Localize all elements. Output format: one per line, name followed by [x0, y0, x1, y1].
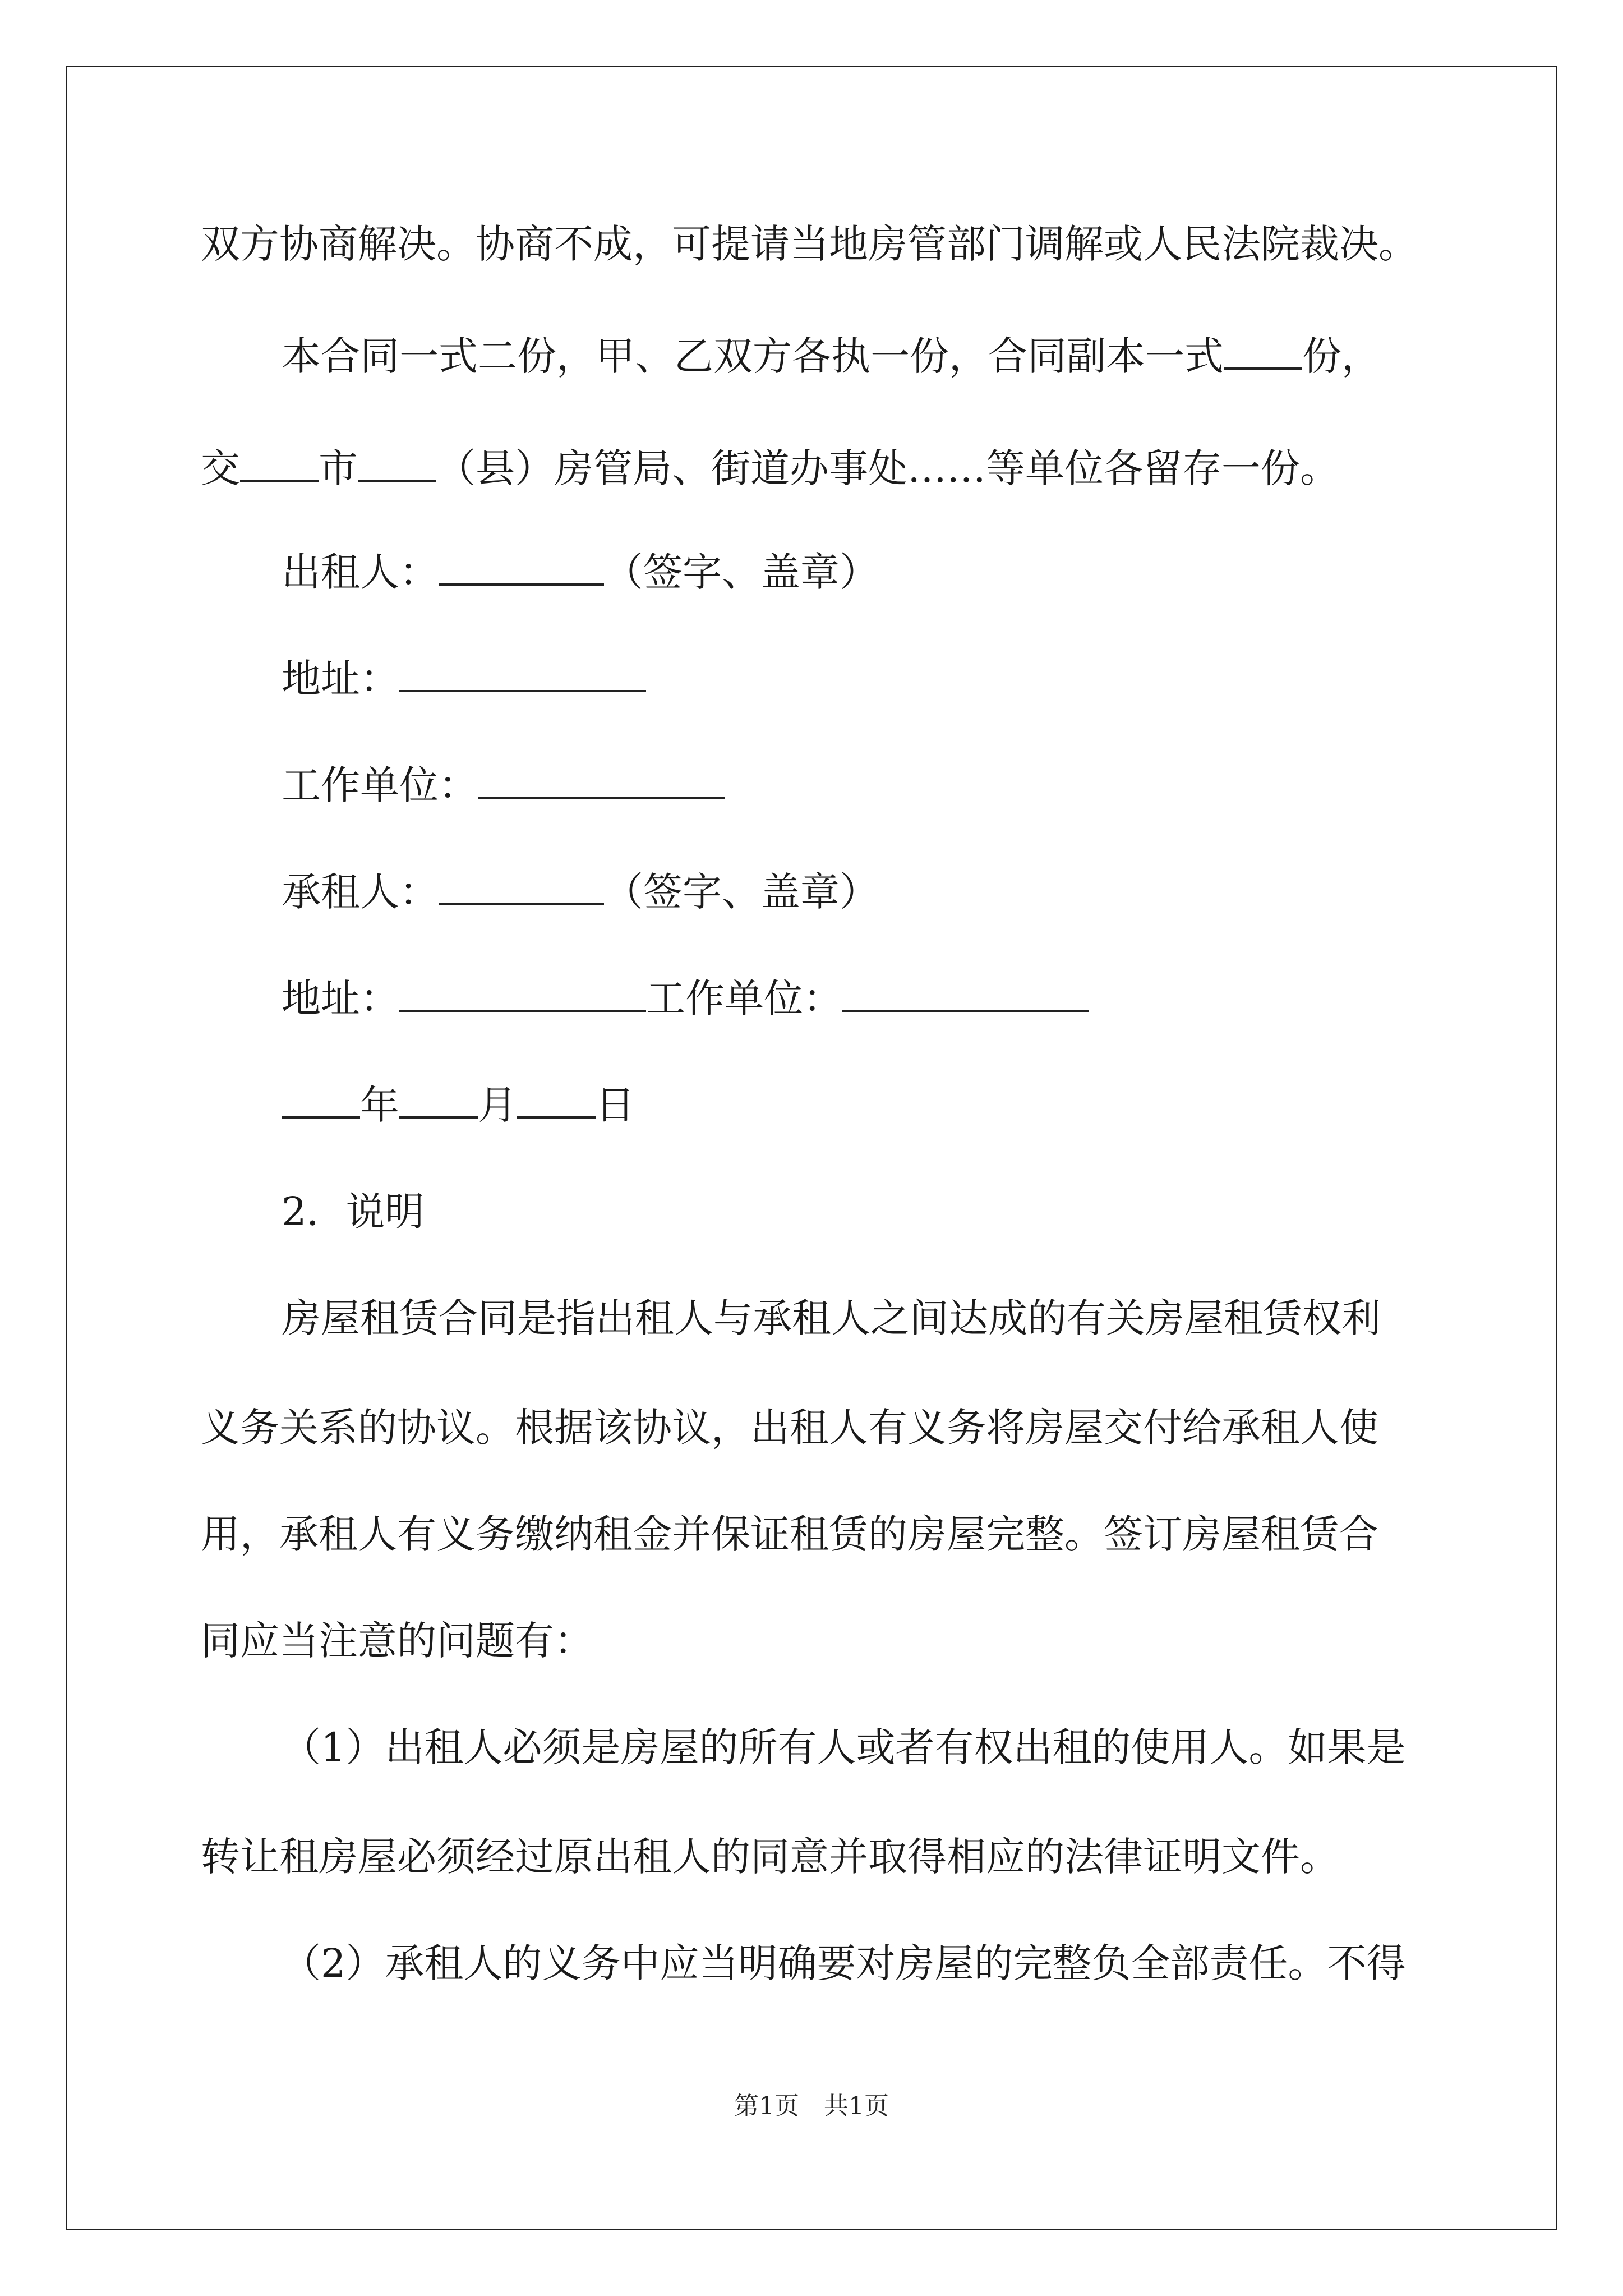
- lessee-line: 承租人： （签字、盖章）: [282, 869, 879, 915]
- day-blank[interactable]: [517, 1082, 596, 1119]
- paragraph-line: 交 市 （县）房管局、街道办事处……等单位各留存一份。: [201, 445, 1339, 491]
- paragraph-line: 同应当注意的问题有：: [201, 1618, 593, 1664]
- address-work-unit-line: 地址： 工作单位：: [282, 973, 1089, 1024]
- fill-blank[interactable]: [358, 445, 436, 482]
- section-title: 2．说明: [282, 1189, 425, 1235]
- lessor-blank[interactable]: [439, 549, 604, 586]
- address-blank[interactable]: [399, 655, 646, 692]
- paragraph-line: 义务关系的协议。根据该协议，出租人有义务将房屋交付给承租人使: [201, 1405, 1378, 1451]
- list-item: （1）出租人必须是房屋的所有人或者有权出租的使用人。如果是: [282, 1724, 1406, 1770]
- lessor-line: 出租人： （签字、盖章）: [282, 549, 879, 595]
- fill-blank[interactable]: [240, 445, 319, 482]
- work-unit-blank[interactable]: [842, 975, 1089, 1012]
- paragraph-line: 双方协商解决。协商不成，可提请当地房管部门调解或人民法院裁决。: [201, 221, 1418, 267]
- page-border: [66, 66, 1557, 2230]
- paragraph-line: 本合同一式二份，甲、乙双方各执一份，合同副本一式 份，: [282, 333, 1381, 379]
- month-blank[interactable]: [399, 1082, 478, 1119]
- date-line: 年 月 日: [282, 1080, 635, 1130]
- page-footer: 第1页 共1页: [734, 2092, 889, 2120]
- work-unit-blank[interactable]: [478, 762, 725, 799]
- lessee-blank[interactable]: [439, 868, 604, 905]
- work-unit-line: 工作单位：: [282, 760, 725, 811]
- address-blank[interactable]: [399, 975, 646, 1012]
- paragraph-line: 用，承租人有义务缴纳租金并保证租赁的房屋完整。签订房屋租赁合: [201, 1511, 1378, 1557]
- list-item: 转让租房屋必须经过原出租人的同意并取得相应的法律证明文件。: [201, 1834, 1339, 1880]
- fill-blank[interactable]: [1224, 333, 1302, 370]
- list-item: （2）承租人的义务中应当明确要对房屋的完整负全部责任。不得: [282, 1940, 1406, 1986]
- address-line: 地址：: [282, 654, 646, 704]
- year-blank[interactable]: [282, 1082, 360, 1119]
- paragraph-line: 房屋租赁合同是指出租人与承租人之间达成的有关房屋租赁权利: [282, 1295, 1381, 1341]
